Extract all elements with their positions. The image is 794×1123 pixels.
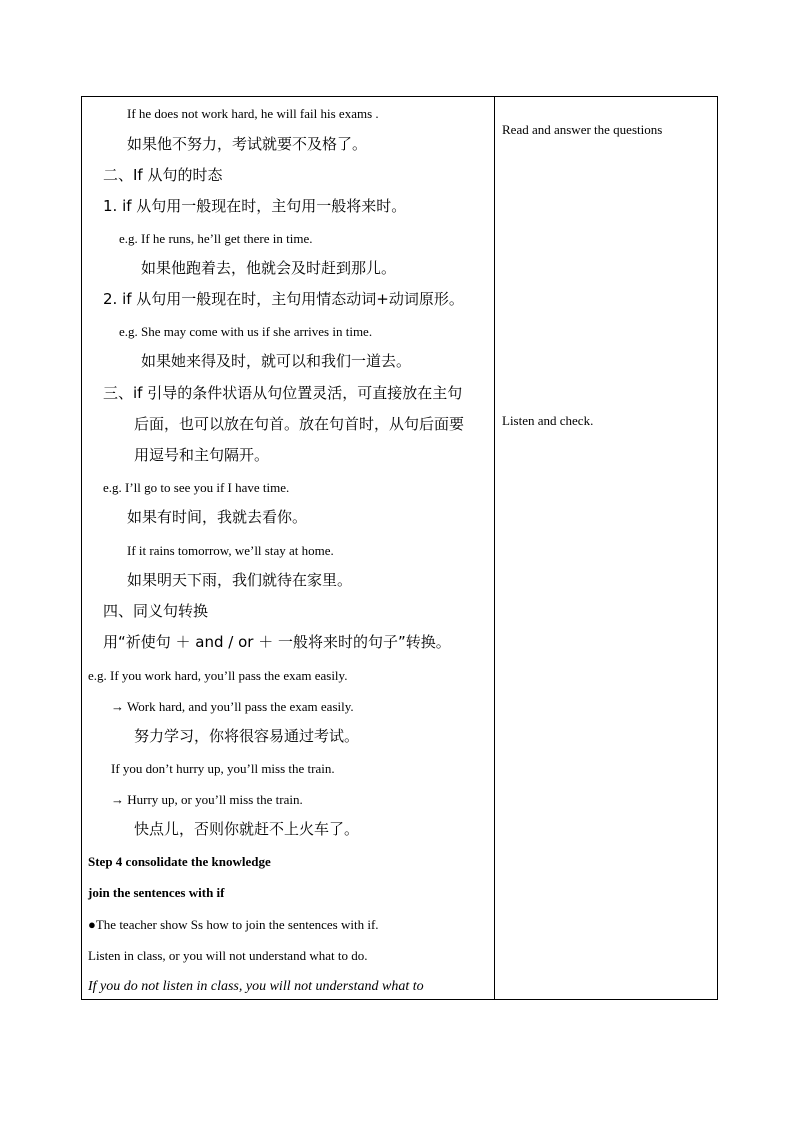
rule-line: 用逗号和主句隔开。 [134, 446, 270, 464]
translation-line: 如果他不努力，考试就要不及格了。 [127, 135, 368, 153]
example-sentence: e.g. She may come with us if she arrives in time. [119, 324, 373, 339]
rule-line: 用“祈使句 ＋ and / or ＋ 一般将来时的句子”转换。 [103, 633, 451, 651]
example-sentence: e.g. I’ll go to see you if I have time. [103, 480, 290, 495]
activity-note: Listen and check. [502, 413, 594, 428]
column-divider [494, 97, 495, 999]
section-heading: 三、if 引导的条件状语从句位置灵活，可直接放在主句 [103, 384, 463, 402]
example-sentence: If he does not work hard, he will fail his exams . [127, 106, 379, 121]
example-sentence: e.g. If you work hard, you’ll pass the exam easily. [88, 668, 348, 683]
translation-line: 努力学习，你将很容易通过考试。 [134, 727, 360, 745]
example-sentence: If you don’t hurry up, you’ll miss the train. [111, 761, 335, 776]
answer-sentence: If you do not listen in class, you will not understand what to [88, 979, 424, 994]
translation-line: 如果明天下雨，我们就待在家里。 [127, 571, 353, 589]
translation-line: 如果有时间，我就去看你。 [127, 508, 308, 526]
activity-note: Read and answer the questions [502, 122, 663, 137]
task-heading: join the sentences with if [88, 885, 225, 900]
lesson-table [81, 96, 718, 1000]
section-heading: 二、If 从句的时态 [103, 166, 223, 184]
step-heading: Step 4 consolidate the knowledge [88, 854, 271, 869]
exercise-sentence: Listen in class, or you will not understand what to do. [88, 948, 368, 963]
instruction-line: ●The teacher show Ss how to join the sentences with if. [88, 917, 379, 932]
rule-line: 2. if 从句用一般现在时，主句用情态动词+动词原形。 [103, 290, 464, 308]
example-sentence: → Hurry up, or you’ll miss the train. [111, 792, 303, 807]
section-heading: 四、同义句转换 [103, 602, 209, 620]
example-sentence: e.g. If he runs, he’ll get there in time. [119, 231, 313, 246]
translation-line: 快点儿，否则你就赶不上火车了。 [134, 820, 360, 838]
rule-line: 1. if 从句用一般现在时，主句用一般将来时。 [103, 197, 407, 215]
example-sentence: → Work hard, and you’ll pass the exam easily. [111, 699, 354, 714]
translation-line: 如果他跑着去，他就会及时赶到那儿。 [141, 259, 397, 277]
example-sentence: If it rains tomorrow, we’ll stay at home. [127, 543, 334, 558]
rule-line: 后面，也可以放在句首。放在句首时，从句后面要 [134, 415, 465, 433]
translation-line: 如果她来得及时，就可以和我们一道去。 [141, 352, 412, 370]
